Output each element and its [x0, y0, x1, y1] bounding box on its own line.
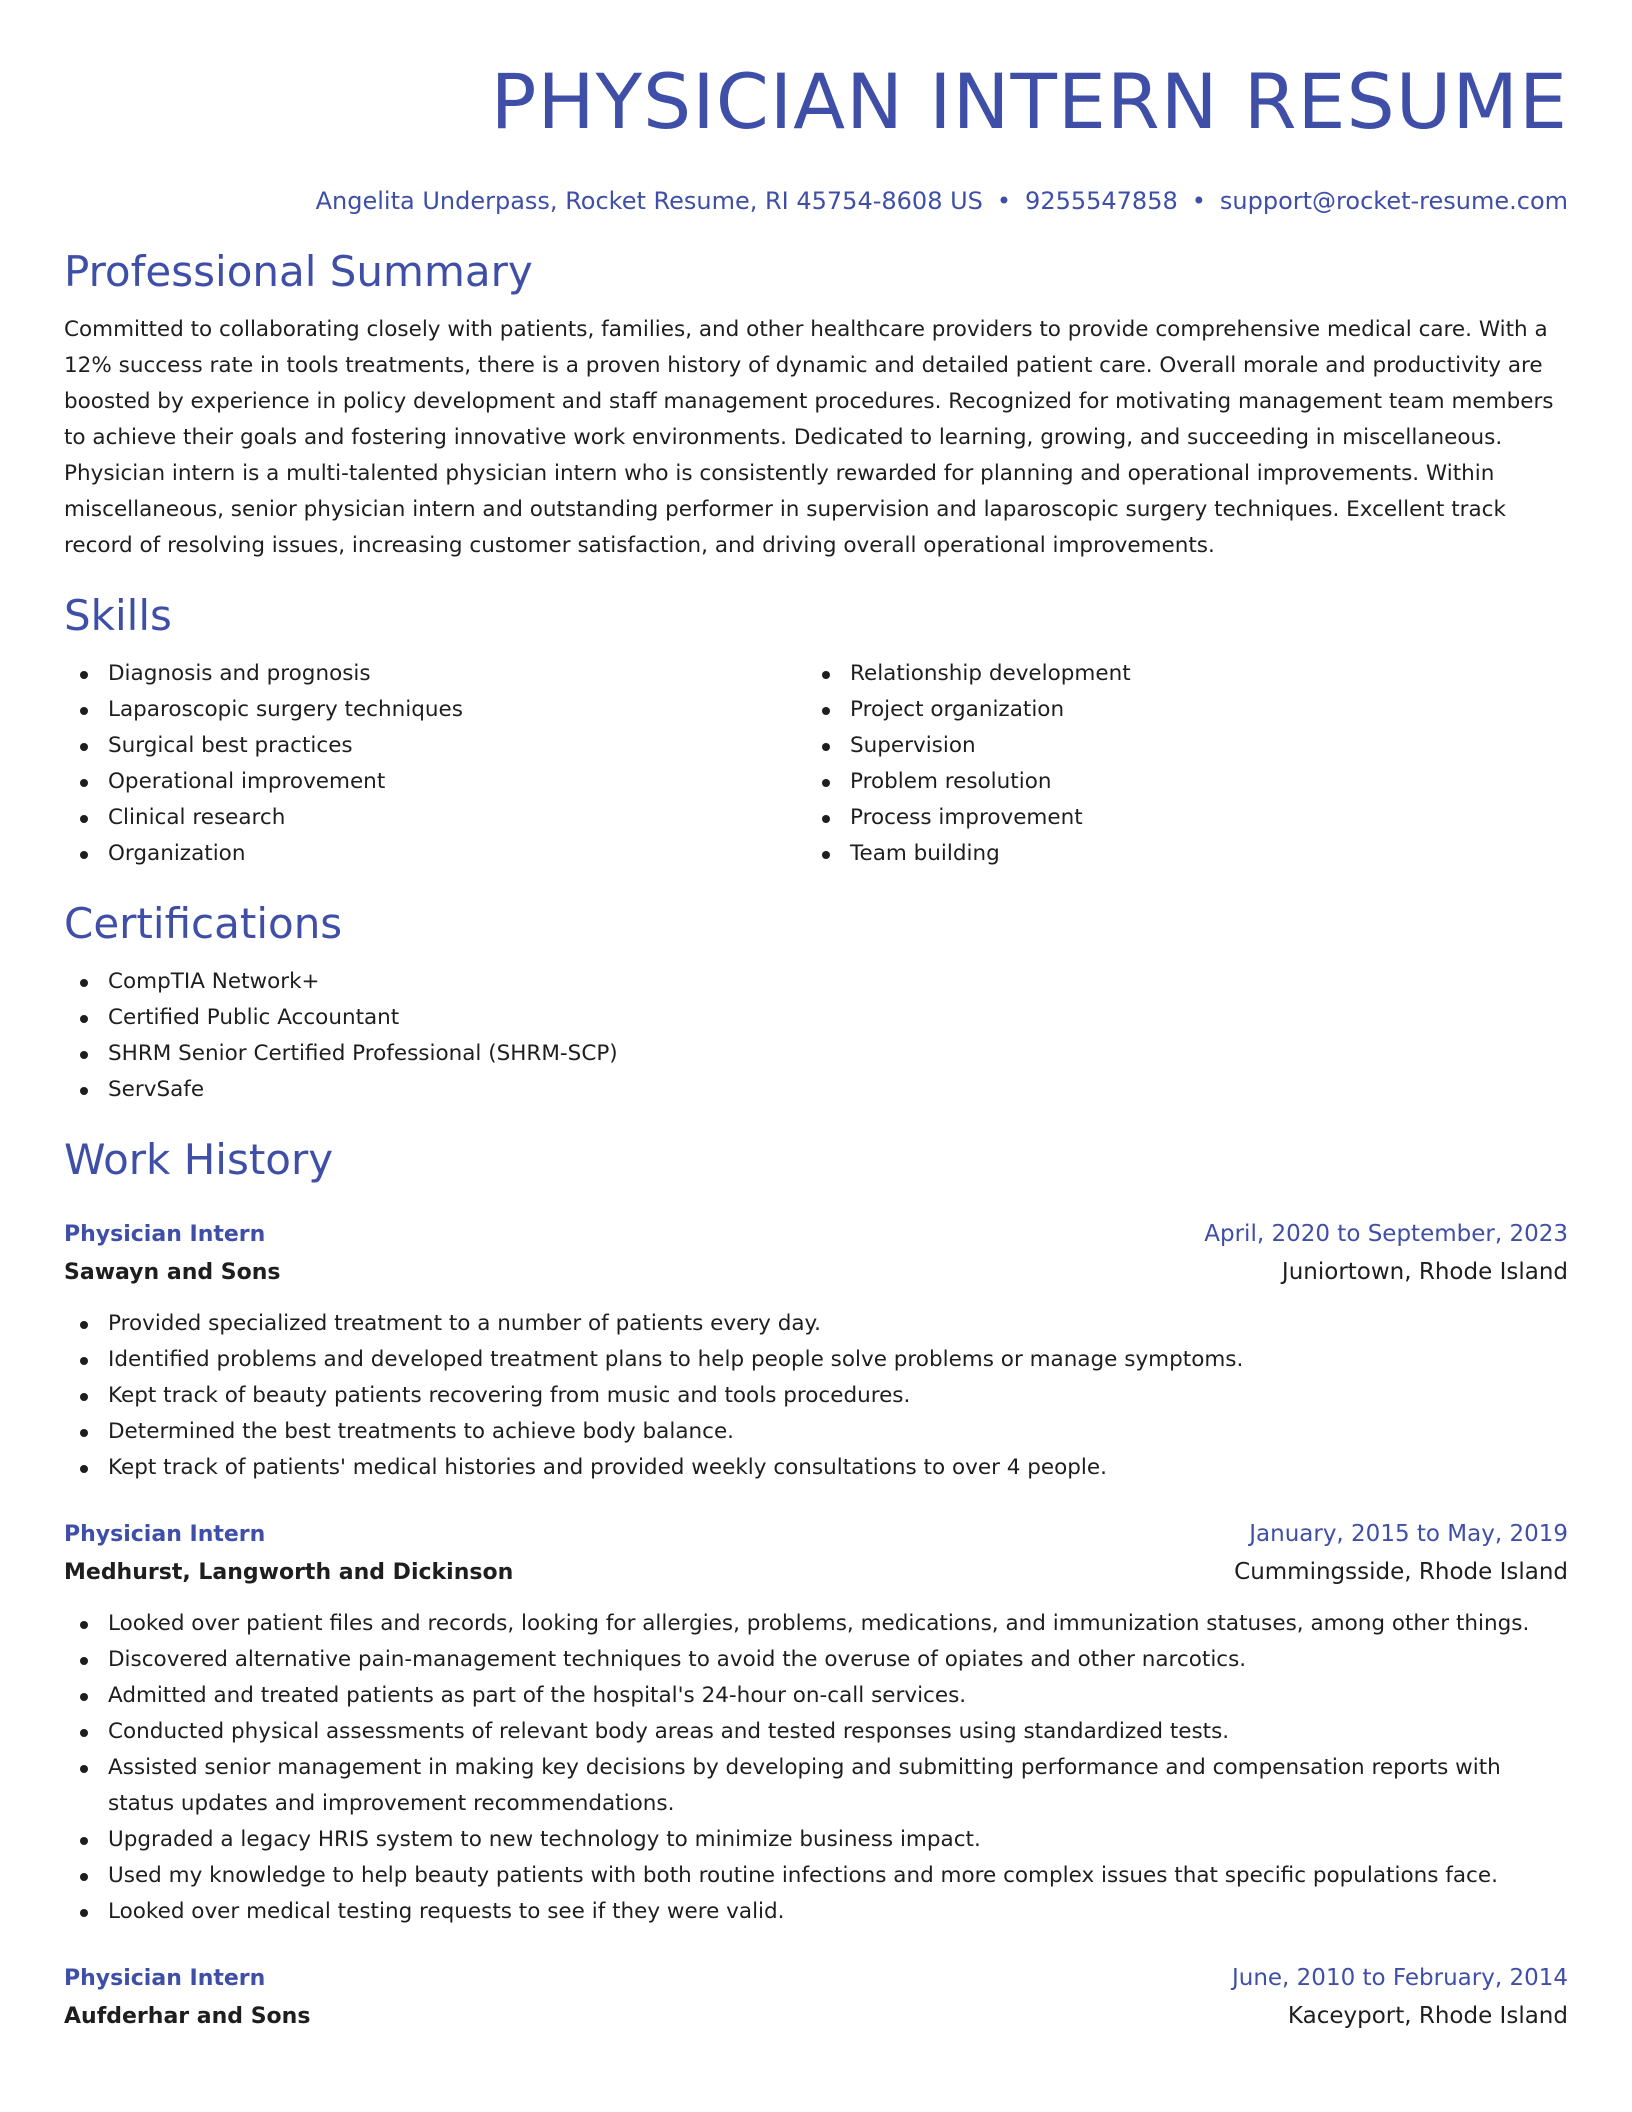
job-subheader [64, 1553, 1568, 1592]
skill-item: Problem resolution [806, 764, 1548, 800]
skills-heading: Skills [64, 591, 172, 640]
skill-item: Team building [806, 836, 1548, 872]
job-duty-item: Kept track of beauty patients recovering from music and tools procedures. [64, 1378, 1568, 1414]
certification-item: SHRM Senior Certified Professional (SHRM-SCP) [64, 1036, 1568, 1072]
email-link[interactable]: support@rocket-resume.com [1219, 187, 1568, 215]
certifications-list [64, 964, 1568, 1108]
job-duty-item: Looked over patient files and records, looking for allergies, problems, medications, and immunization statuses, among other things. [64, 1606, 1568, 1642]
job-title: Physician Intern [64, 1222, 266, 1247]
job-company: Aufderhar and Sons [64, 2004, 311, 2029]
resume-title: PHYSICIAN INTERN RESUME [490, 57, 1568, 146]
phone: 9255547858 [1025, 187, 1178, 215]
skill-item: Diagnosis and prognosis [64, 656, 806, 692]
job-duties-list [64, 1306, 1568, 1486]
job-duties-list [64, 1606, 1568, 1930]
job-dates: April, 2020 to September, 2023 [1204, 1221, 1568, 1247]
jobs-list [64, 1216, 1568, 2036]
job-duty-item: Upgraded a legacy HRIS system to new technology to minimize business impact. [64, 1822, 1568, 1858]
job-entry [64, 1960, 1568, 2036]
job-duty-item: Assisted senior management in making key decisions by developing and submitting performance and compensation reports with status updates and improvement recommendations. [64, 1750, 1568, 1822]
skill-item: Clinical research [64, 800, 806, 836]
job-duty-item: Kept track of patients' medical histories and provided weekly consultations to over 4 people. [64, 1450, 1568, 1486]
skills-list-left [64, 656, 806, 872]
job-duty-item: Provided specialized treatment to a number of patients every day. [64, 1306, 1568, 1342]
job-duty-item: Admitted and treated patients as part of the hospital's 24-hour on-call services. [64, 1678, 1568, 1714]
job-duty-item: Determined the best treatments to achieve body balance. [64, 1414, 1568, 1450]
job-duty-item: Used my knowledge to help beauty patients with both routine infections and more complex issues that specific populations face. [64, 1858, 1568, 1894]
certification-item: ServSafe [64, 1072, 1568, 1108]
summary-text: Committed to collaborating closely with patients, families, and other healthcare providers to provide comprehensive medical care. With a 12% success rate in tools treatments, there is a proven history of dynamic and detailed patient care. Overall morale and productivity are boosted by experience in policy development and staff management procedures. Recognized for motivating management team members to achieve their goals and fostering innovative work environments. Dedicated to learning, growing, and succeeding in miscellaneous. Physician intern is a multi-talented physician intern who is consistently rewarded for planning and operational improvements. Within miscellaneous, senior physician intern and outstanding performer in supervision and laparoscopic surgery techniques. Excellent track record of resolving issues, increasing customer satisfaction, and driving overall operational improvements. [64, 317, 1554, 558]
job-title: Physician Intern [64, 1522, 266, 1547]
summary-heading: Professional Summary [64, 247, 533, 296]
job-title: Physician Intern [64, 1966, 266, 1991]
certification-item: Certified Public Accountant [64, 1000, 1568, 1036]
skill-item: Surgical best practices [64, 728, 806, 764]
job-entry [64, 1516, 1568, 1930]
skill-item: Relationship development [806, 656, 1548, 692]
job-company: Sawayn and Sons [64, 1260, 281, 1285]
certification-item: CompTIA Network+ [64, 964, 1568, 1000]
job-duty-item: Discovered alternative pain-management techniques to avoid the overuse of opiates and other narcotics. [64, 1642, 1568, 1678]
skill-item: Process improvement [806, 800, 1548, 836]
job-duty-item: Conducted physical assessments of relevant body areas and tested responses using standardized tests. [64, 1714, 1568, 1750]
job-dates: June, 2010 to February, 2014 [1231, 1965, 1568, 1991]
job-dates: January, 2015 to May, 2019 [1249, 1521, 1568, 1547]
contact-separator: • [1191, 187, 1206, 215]
job-location: Cummingsside, Rhode Island [1234, 1559, 1568, 1585]
job-duty-item: Identified problems and developed treatment plans to help people solve problems or manage symptoms. [64, 1342, 1568, 1378]
job-subheader [64, 1997, 1568, 2036]
address: Angelita Underpass, Rocket Resume, RI 45754-8608 US [315, 187, 983, 215]
job-header [64, 1516, 1568, 1553]
job-company: Medhurst, Langworth and Dickinson [64, 1560, 514, 1585]
job-subheader [64, 1253, 1568, 1292]
skill-item: Supervision [806, 728, 1548, 764]
job-entry [64, 1216, 1568, 1486]
job-header [64, 1216, 1568, 1253]
certifications-section [64, 898, 1568, 1108]
skills-list-right [806, 656, 1548, 872]
skill-item: Laparoscopic surgery techniques [64, 692, 806, 728]
job-header [64, 1960, 1568, 1997]
summary-section [64, 246, 1568, 564]
work-heading: Work History [64, 1135, 334, 1184]
job-duty-item: Looked over medical testing requests to see if they were valid. [64, 1894, 1568, 1930]
job-location: Juniortown, Rhode Island [1281, 1259, 1568, 1285]
contact-line [64, 186, 1568, 216]
work-section [64, 1134, 1568, 2036]
skills-columns [64, 656, 1568, 872]
certifications-heading: Certifications [64, 899, 343, 948]
skill-item: Project organization [806, 692, 1548, 728]
skills-section [64, 590, 1568, 872]
skill-item: Organization [64, 836, 806, 872]
job-location: Kaceyport, Rhode Island [1287, 2003, 1568, 2029]
contact-separator: • [996, 187, 1012, 215]
skill-item: Operational improvement [64, 764, 806, 800]
